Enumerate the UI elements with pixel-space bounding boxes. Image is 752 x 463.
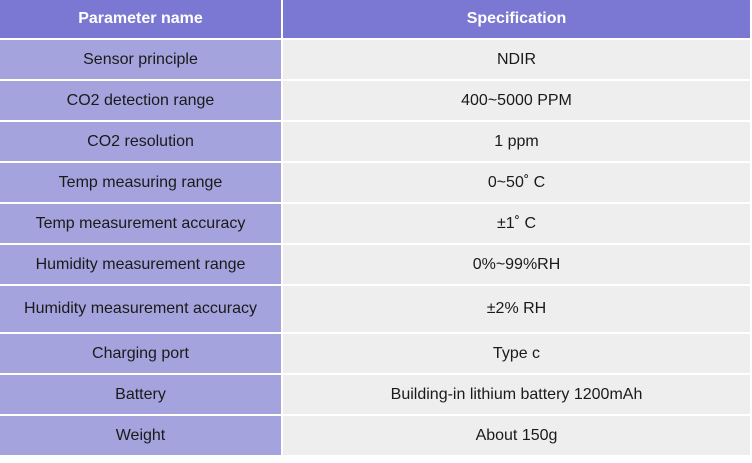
header-parameter-name: Parameter name (0, 0, 283, 40)
table-row (0, 375, 752, 416)
param-cell: Charging port (0, 334, 283, 375)
value-cell: NDIR (283, 40, 752, 81)
table-row (0, 334, 752, 375)
param-cell: Sensor principle (0, 40, 283, 81)
value-cell: About 150g (283, 416, 752, 457)
param-cell: CO2 resolution (0, 122, 283, 163)
table-row (0, 204, 752, 245)
table-row (0, 40, 752, 81)
param-cell: Temp measuring range (0, 163, 283, 204)
value-cell: Type c (283, 334, 752, 375)
table-row (0, 286, 752, 334)
param-cell: Battery (0, 375, 283, 416)
table-row (0, 122, 752, 163)
table-row (0, 416, 752, 457)
header-specification: Specification (283, 0, 752, 40)
table-row (0, 245, 752, 286)
value-cell: 0%~99%RH (283, 245, 752, 286)
value-cell: ±2% RH (283, 286, 752, 334)
value-cell: 0~50˚ C (283, 163, 752, 204)
param-cell: Weight (0, 416, 283, 457)
value-cell: 1 ppm (283, 122, 752, 163)
value-cell: ±1˚ C (283, 204, 752, 245)
param-cell: CO2 detection range (0, 81, 283, 122)
param-cell: Humidity measurement accuracy (0, 286, 283, 334)
param-cell: Humidity measurement range (0, 245, 283, 286)
table-row (0, 81, 752, 122)
param-cell: Temp measurement accuracy (0, 204, 283, 245)
table-header-row (0, 0, 752, 40)
value-cell: Building-in lithium battery 1200mAh (283, 375, 752, 416)
value-cell: 400~5000 PPM (283, 81, 752, 122)
table-row (0, 163, 752, 204)
